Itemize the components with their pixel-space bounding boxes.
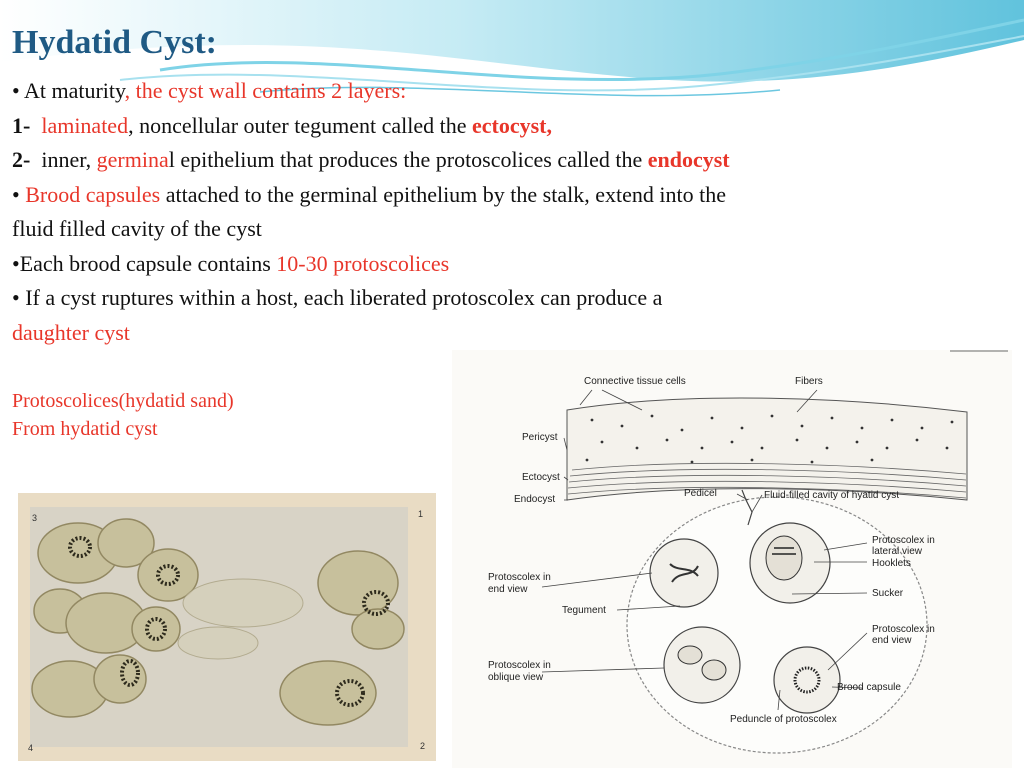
label-sucker: Sucker [872, 588, 904, 599]
label-peduncle: Peduncle of protoscolex [730, 714, 837, 725]
label-endview-2: end view [488, 584, 528, 595]
label-oblique-1: Protoscolex in [488, 660, 551, 671]
protoscolices-photo [18, 493, 436, 761]
slide-body [12, 74, 1012, 350]
text-normal: inner, [41, 147, 97, 172]
text-normal: l epithelium that produces the protoscolices called the [168, 147, 648, 172]
layer-1-line [12, 109, 1012, 144]
label-ectocyst: Ectocyst [522, 472, 560, 483]
text-normal: At maturity [19, 78, 125, 103]
bullet-maturity [12, 74, 1012, 109]
label-fibers: Fibers [795, 376, 823, 387]
text-normal: attached to the germinal epithelium by the stalk, extend into the [160, 181, 726, 207]
photo-corner-label: 3 [32, 513, 38, 523]
term-endocyst: endocyst [647, 147, 730, 172]
label-cavity: Fluid-filled cavity of hyatid cyst [764, 490, 900, 501]
layer-number: 2- [12, 147, 31, 172]
term-ectocyst: ectocyst, [472, 112, 553, 138]
label-endview-right-2: end view [872, 635, 912, 646]
layer-number: 1- [12, 112, 31, 138]
bullet-each-capsule [12, 247, 1012, 282]
label-pedicel: Pedicel [684, 488, 717, 499]
label-endocyst: Endocyst [514, 494, 556, 505]
bullet-glyph: • [12, 181, 26, 207]
label-pericyst: Pericyst [522, 432, 558, 443]
label-endview-right-1: Protoscolex in [872, 624, 935, 635]
slide-title: Hydatid Cyst: [12, 24, 217, 61]
layer-2-line [12, 143, 1012, 178]
photo-corner-label: 4 [28, 743, 34, 753]
bullet-brood-capsules [12, 178, 1012, 213]
photo-corner-label: 2 [420, 741, 426, 751]
text-normal: •Each brood capsule contains [12, 250, 277, 276]
bullet-brood-capsules-cont: fluid filled cavity of the cyst [12, 216, 262, 241]
caption-line-1: Protoscolices(hydatid sand) [12, 390, 234, 412]
caption-line-2: From hydatid cyst [12, 418, 158, 440]
photo-caption [12, 387, 234, 443]
label-lateral-1: Protoscolex in [872, 535, 935, 546]
text-highlight: , the cyst wall contains 2 layers: [124, 78, 407, 103]
term-germinal: germina [96, 147, 169, 172]
bullet-rupture: • If a cyst ruptures within a host, each liberated protoscolex can produce a [12, 285, 663, 310]
bullet-glyph: • [12, 78, 20, 103]
label-endview-1: Protoscolex in [488, 572, 551, 583]
label-tegument: Tegument [562, 605, 606, 616]
label-brood-capsule: Brood capsule [837, 682, 901, 693]
term-daughter-cyst: daughter cyst [12, 319, 130, 345]
term-brood-capsules: Brood capsules [25, 181, 161, 207]
term-protoscolices-count: 10-30 protoscolices [276, 250, 450, 276]
term-laminated: laminated [41, 112, 129, 138]
label-hooklets: Hooklets [872, 558, 911, 569]
label-lateral-2: lateral view [872, 546, 923, 557]
photo-corner-label: 1 [418, 509, 424, 519]
text-normal: , noncellular outer tegument called the [128, 112, 472, 138]
label-oblique-2: oblique view [488, 672, 544, 683]
hydatid-cyst-diagram [452, 350, 1012, 768]
label-connective-tissue: Connective tissue cells [584, 376, 686, 387]
